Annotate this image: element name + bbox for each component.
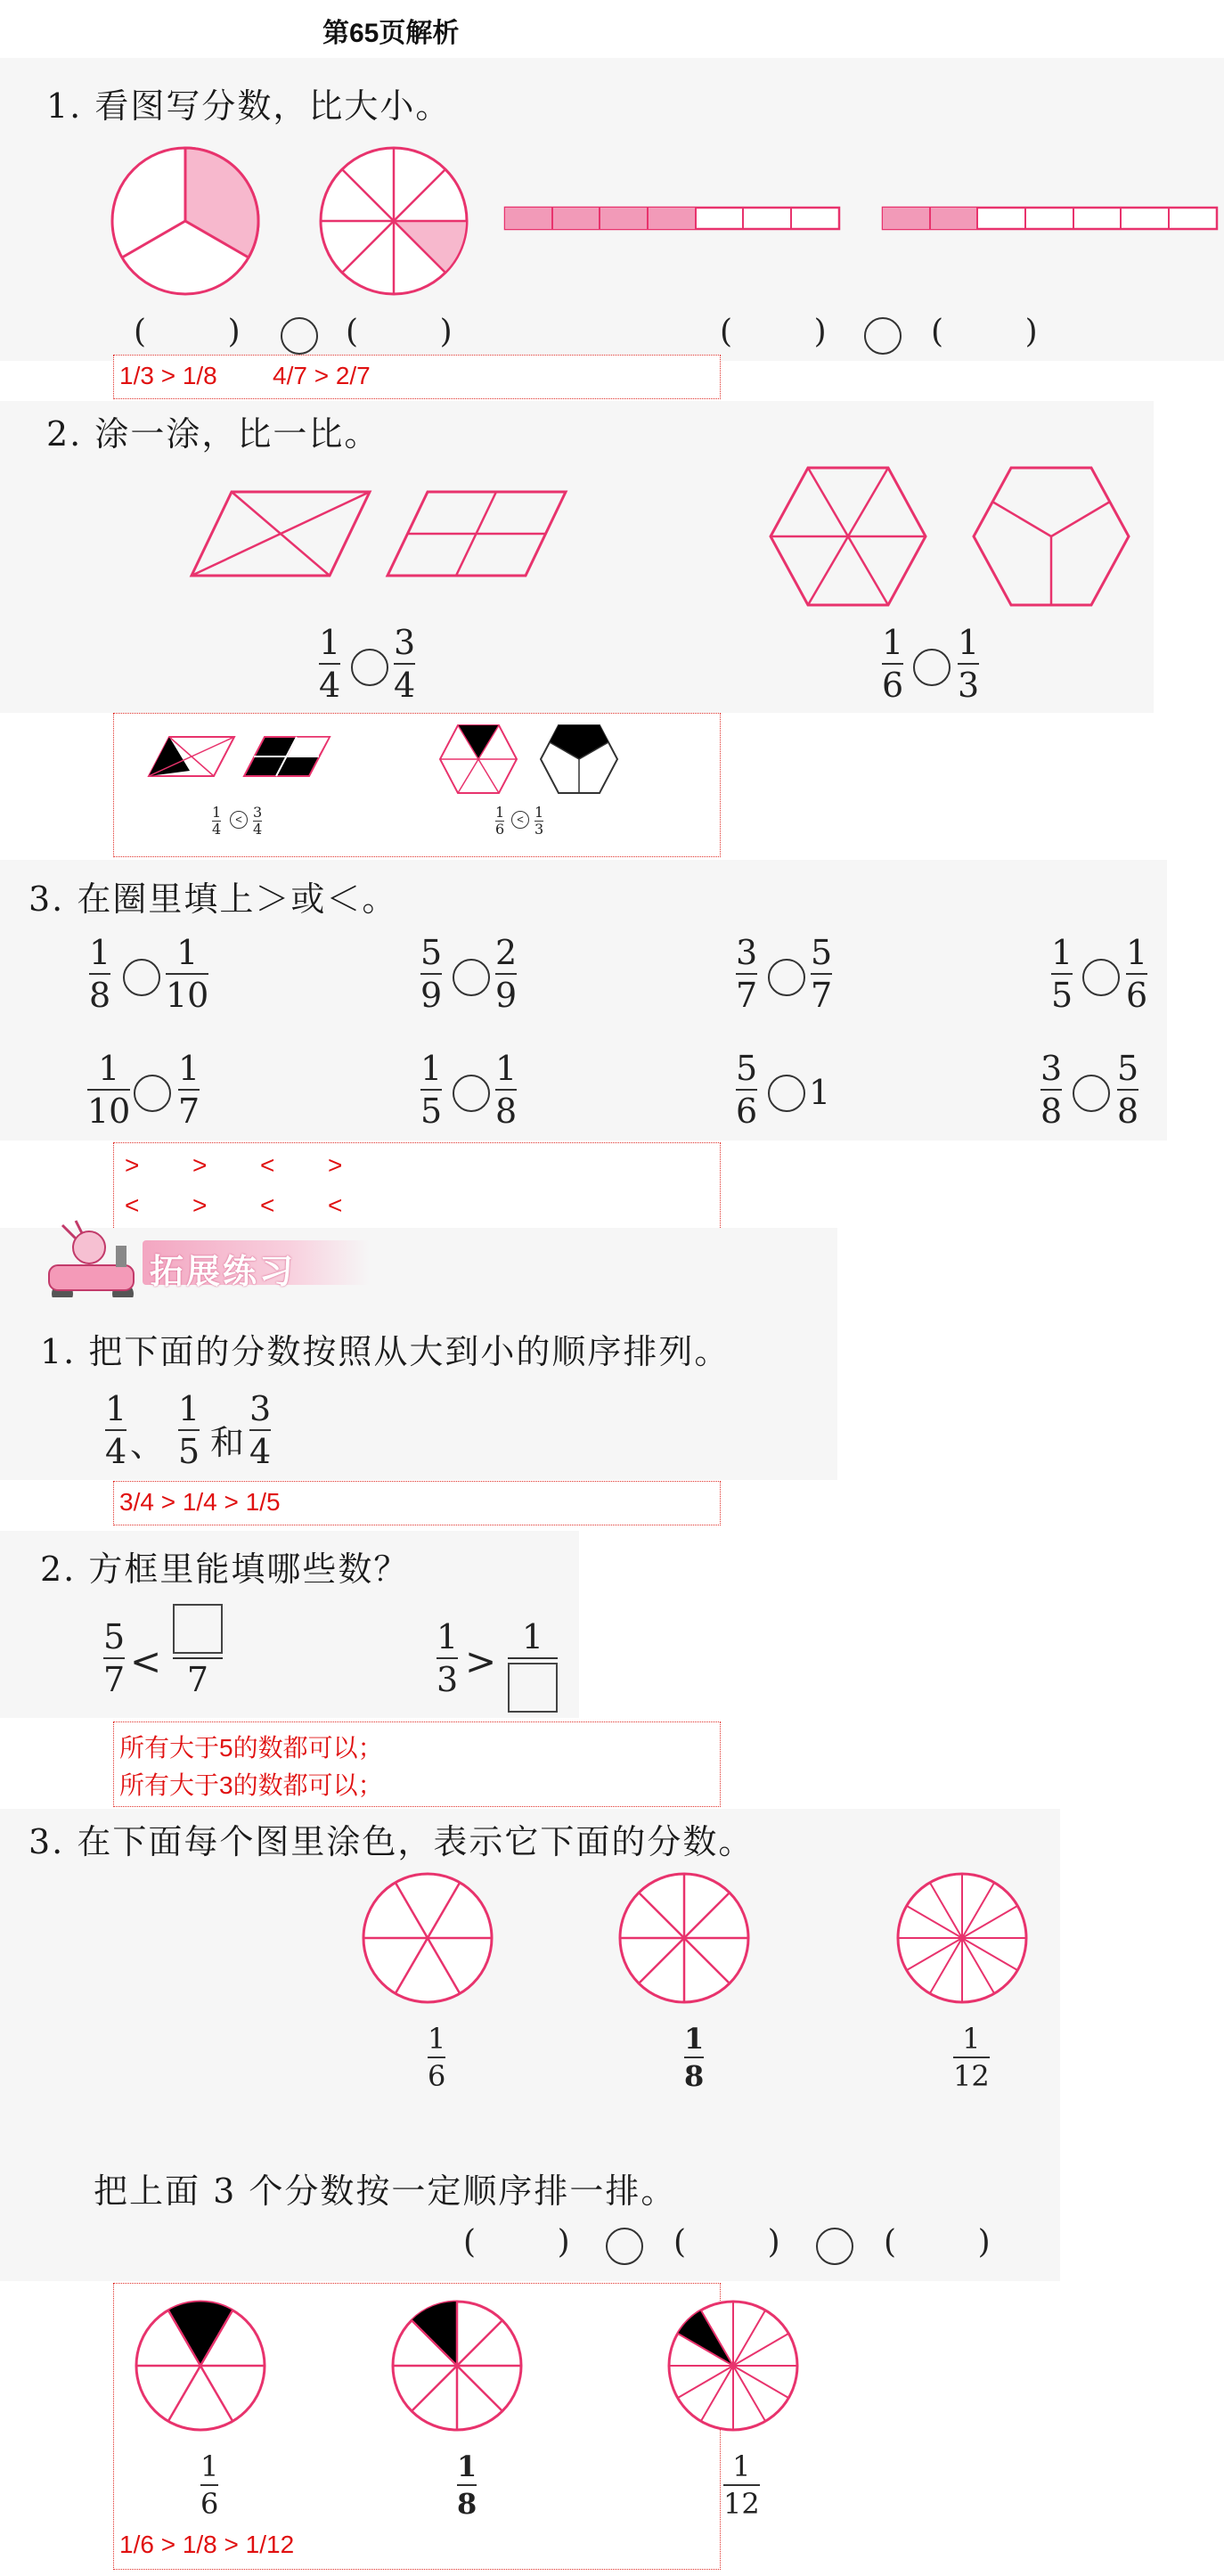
answer-symbol: < — [260, 1151, 275, 1179]
cartoon-rider-icon — [27, 1221, 143, 1310]
q3-fraction — [89, 933, 111, 1015]
ext-q1-fraction — [178, 1389, 200, 1471]
denominator: 7 — [103, 1660, 126, 1699]
question-3-text: 3. 在圈里填上＞或＜。 — [29, 879, 398, 919]
numerator: 1 — [428, 2022, 446, 2056]
q1-blank[interactable]: ( ) — [346, 314, 453, 350]
q1-figure-circle-thirds — [105, 141, 265, 301]
denominator: 5 — [178, 1432, 200, 1471]
q3-fraction — [495, 933, 518, 1015]
q3-answer-row-1 — [125, 1151, 396, 1180]
ext-q3-circle-twelfths — [895, 1871, 1029, 2005]
denominator: 10 — [87, 1092, 131, 1131]
q2-answer-operator: < — [511, 811, 529, 829]
ext-q2-fraction — [437, 1617, 459, 1699]
denominator: 4 — [105, 1432, 127, 1471]
q2-hexagon-thirds — [971, 465, 1131, 608]
ext-q3-answer: 1/6 > 1/8 > 1/12 — [119, 2531, 295, 2558]
ext-q2-answer-2: 所有大于3的数都可以； — [119, 1771, 383, 1799]
numerator: 1 — [534, 804, 544, 821]
denominator: 4 — [394, 666, 416, 705]
ext-q2-fraction-with-box — [173, 1604, 223, 1697]
q1-blank[interactable]: ( ) — [931, 314, 1038, 350]
numerator: 1 — [176, 933, 199, 972]
numerator: 1 — [962, 2022, 981, 2056]
q3-compare-circle[interactable] — [453, 1075, 490, 1112]
q2-fraction — [319, 623, 341, 705]
q2-fraction — [958, 623, 980, 705]
denominator: 6 — [428, 2059, 446, 2093]
q3-fraction — [1051, 933, 1073, 1015]
ext-q3-circle-eighths — [617, 1871, 751, 2005]
numerator: 1 — [1051, 933, 1073, 972]
ext-q1-and: 和 — [210, 1423, 245, 1462]
numerator: 1 — [212, 804, 222, 821]
q2-compare-circle[interactable] — [351, 649, 388, 686]
numerator: 5 — [811, 933, 833, 972]
q1-answer: 1/3 > 1/8 4/7 > 2/7 — [119, 362, 371, 389]
q2-parallelogram-quarters — [383, 490, 570, 579]
q3-whole-number: 1 — [809, 1073, 831, 1112]
q3-fraction — [1117, 1049, 1139, 1131]
numerator: 1 — [495, 804, 505, 821]
answer-symbol: > — [328, 1151, 343, 1179]
denominator: 6 — [495, 821, 505, 838]
denominator: 6 — [736, 1092, 758, 1131]
ext-q3-compare-circle[interactable] — [606, 2228, 643, 2265]
denominator: 4 — [319, 666, 341, 705]
numerator: 1 — [457, 2449, 477, 2483]
q2-answer-fraction — [534, 806, 543, 837]
q3-fraction — [1126, 933, 1148, 1015]
numerator: 1 — [319, 623, 341, 662]
numerator: 5 — [103, 1617, 126, 1656]
q1-blank[interactable]: ( ) — [134, 314, 241, 350]
numerator: 3 — [736, 933, 758, 972]
denominator: 6 — [1126, 976, 1148, 1015]
question-2-text: 2. 涂一涂，比一比。 — [46, 414, 380, 454]
numerator: 1 — [105, 1389, 127, 1428]
denominator: 12 — [723, 2487, 760, 2521]
q3-compare-circle[interactable] — [1082, 959, 1120, 996]
answer-symbol: > — [192, 1191, 208, 1219]
numerator: 1 — [521, 1617, 544, 1656]
denominator: 7 — [811, 976, 833, 1015]
q3-fraction — [420, 1049, 443, 1131]
denominator: 7 — [736, 976, 758, 1015]
answer-symbol: < — [260, 1191, 275, 1219]
q3-fraction — [178, 1049, 200, 1131]
q3-compare-circle[interactable] — [134, 1075, 171, 1112]
q2-answer-fraction — [253, 806, 262, 837]
q3-fraction — [811, 933, 833, 1015]
ext-q1-answer: 3/4 > 1/4 > 1/5 — [119, 1488, 281, 1516]
denominator: 8 — [457, 2487, 477, 2521]
answer-symbol: > — [125, 1151, 140, 1179]
ext-question-2-text: 2. 方框里能填哪些数？ — [40, 1550, 410, 1589]
numerator: 3 — [394, 623, 416, 662]
numerator: 3 — [1040, 1049, 1063, 1088]
numerator: 3 — [249, 1389, 272, 1428]
q1-blank[interactable]: ( ) — [720, 314, 827, 350]
ext-q3-label — [684, 2022, 705, 2093]
denominator: 8 — [89, 976, 111, 1015]
q2-answer-parallelogram-three-quarters — [242, 735, 331, 780]
q3-fraction — [495, 1049, 518, 1131]
q3-fraction — [166, 933, 209, 1015]
q2-parallelogram-diagonal — [187, 490, 374, 579]
ext-q2-operator: > — [465, 1640, 497, 1683]
q1-compare-circle[interactable] — [864, 317, 902, 355]
denominator: 9 — [420, 976, 443, 1015]
numerator: 3 — [253, 804, 263, 821]
denominator: 5 — [420, 1092, 443, 1131]
numerator: 1 — [89, 933, 111, 972]
ext-q3-blank[interactable]: ( ) — [673, 2224, 780, 2261]
numerator: 1 — [178, 1049, 200, 1088]
answer-symbol: > — [192, 1151, 208, 1179]
q2-fraction — [882, 623, 904, 705]
ext-q3-compare-circle[interactable] — [816, 2228, 853, 2265]
ext-q3-answer-label — [723, 2449, 760, 2521]
numerator: 1 — [178, 1389, 200, 1428]
q2-answer-operator: < — [230, 811, 248, 829]
question-1-text: 1. 看图写分数，比大小。 — [46, 86, 452, 126]
numerator: 1 — [495, 1049, 518, 1088]
numerator: 1 — [882, 623, 904, 662]
q3-compare-circle[interactable] — [1073, 1075, 1110, 1112]
ext-q3-blank[interactable]: ( ) — [463, 2224, 570, 2261]
ext-q3-label — [428, 2022, 446, 2093]
ext-q3-answer-circle-sixth — [134, 2299, 267, 2433]
ext-q2-fraction-with-box — [508, 1617, 558, 1713]
q3-fraction — [736, 1049, 758, 1131]
denominator: 8 — [1040, 1092, 1063, 1131]
q3-compare-circle[interactable] — [453, 959, 490, 996]
denominator: 5 — [1051, 976, 1073, 1015]
ext-q3-blank[interactable]: ( ) — [884, 2224, 991, 2261]
denominator: 4 — [249, 1432, 272, 1471]
q2-hexagon-sixths — [768, 465, 928, 608]
ext-question-1-text: 1. 把下面的分数按照从大到小的顺序排列。 — [40, 1332, 730, 1371]
q2-answer-fraction — [212, 806, 221, 837]
ext-q3-answer-circle-twelfth — [666, 2299, 800, 2433]
q3-fraction — [1040, 1049, 1063, 1131]
denominator: 4 — [253, 821, 263, 838]
numerator: 5 — [736, 1049, 758, 1088]
numerator: 1 — [732, 2449, 751, 2483]
q2-answer-hexagon-third — [539, 724, 619, 795]
denominator: 4 — [212, 821, 222, 838]
page-title: 第65页解析 — [322, 19, 460, 48]
q3-compare-circle[interactable] — [123, 959, 160, 996]
numerator: 1 — [958, 623, 980, 662]
denominator: 10 — [166, 976, 209, 1015]
numerator: 1 — [1126, 933, 1148, 972]
ext-q3-circle-sixths — [361, 1871, 494, 2005]
denominator: 8 — [1117, 1092, 1139, 1131]
ext-question-3-text: 3. 在下面每个图里涂色，表示它下面的分数。 — [29, 1822, 755, 1861]
denominator: 3 — [437, 1660, 459, 1699]
answer-square[interactable] — [173, 1604, 223, 1654]
denominator: 7 — [178, 1092, 200, 1131]
q1-figure-circle-eighths — [314, 141, 474, 301]
answer-square[interactable] — [508, 1663, 558, 1713]
q1-compare-circle[interactable] — [281, 317, 318, 355]
denominator: 7 — [186, 1660, 209, 1699]
denominator: 12 — [953, 2059, 990, 2093]
ext-q3-sub-text: 把上面 3 个分数按一定顺序排一排。 — [94, 2171, 677, 2211]
ext-q3-answer-circle-eighth — [390, 2299, 524, 2433]
answer-symbol: < — [125, 1191, 140, 1219]
denominator: 8 — [684, 2059, 705, 2093]
denominator: 8 — [495, 1092, 518, 1131]
denominator: 6 — [200, 2487, 219, 2521]
ext-q2-answer-1: 所有大于5的数都可以； — [119, 1734, 383, 1762]
q3-fraction — [87, 1049, 131, 1131]
q2-answer-hexagon-sixth — [438, 724, 518, 795]
q2-answer-fraction — [495, 806, 504, 837]
numerator: 1 — [437, 1617, 459, 1656]
denominator: 6 — [882, 666, 904, 705]
q3-answer-row-2 — [125, 1191, 396, 1220]
q3-compare-circle[interactable] — [768, 959, 805, 996]
ext-q3-answer-label — [200, 2449, 219, 2521]
q2-compare-circle[interactable] — [913, 649, 951, 686]
ext-q1-fraction — [105, 1389, 127, 1471]
q1-figure-bar-two-sevenths — [882, 207, 1220, 233]
extension-banner-title: 拓展练习 — [150, 1254, 297, 1291]
ext-q2-operator: < — [130, 1640, 162, 1683]
numerator: 1 — [200, 2449, 219, 2483]
ext-q1-fraction — [249, 1389, 272, 1471]
denominator: 9 — [495, 976, 518, 1015]
q3-compare-circle[interactable] — [768, 1075, 805, 1112]
q2-answer-parallelogram-shaded — [147, 735, 236, 780]
q2-fraction — [394, 623, 416, 705]
answer-symbol: < — [328, 1191, 343, 1219]
numerator: 1 — [98, 1049, 120, 1088]
q3-fraction — [420, 933, 443, 1015]
numerator: 1 — [684, 2022, 705, 2056]
denominator: 3 — [958, 666, 980, 705]
q1-figure-bar-four-sevenths — [504, 207, 843, 233]
numerator: 1 — [420, 1049, 443, 1088]
ext-q3-answer-label — [457, 2449, 477, 2521]
q3-fraction — [736, 933, 758, 1015]
numerator: 5 — [1117, 1049, 1139, 1088]
numerator: 5 — [420, 933, 443, 972]
ext-q1-separator: 、 — [130, 1425, 165, 1464]
denominator: 3 — [534, 821, 544, 838]
numerator: 2 — [495, 933, 518, 972]
ext-q3-label — [953, 2022, 990, 2093]
ext-q2-fraction — [103, 1617, 126, 1699]
